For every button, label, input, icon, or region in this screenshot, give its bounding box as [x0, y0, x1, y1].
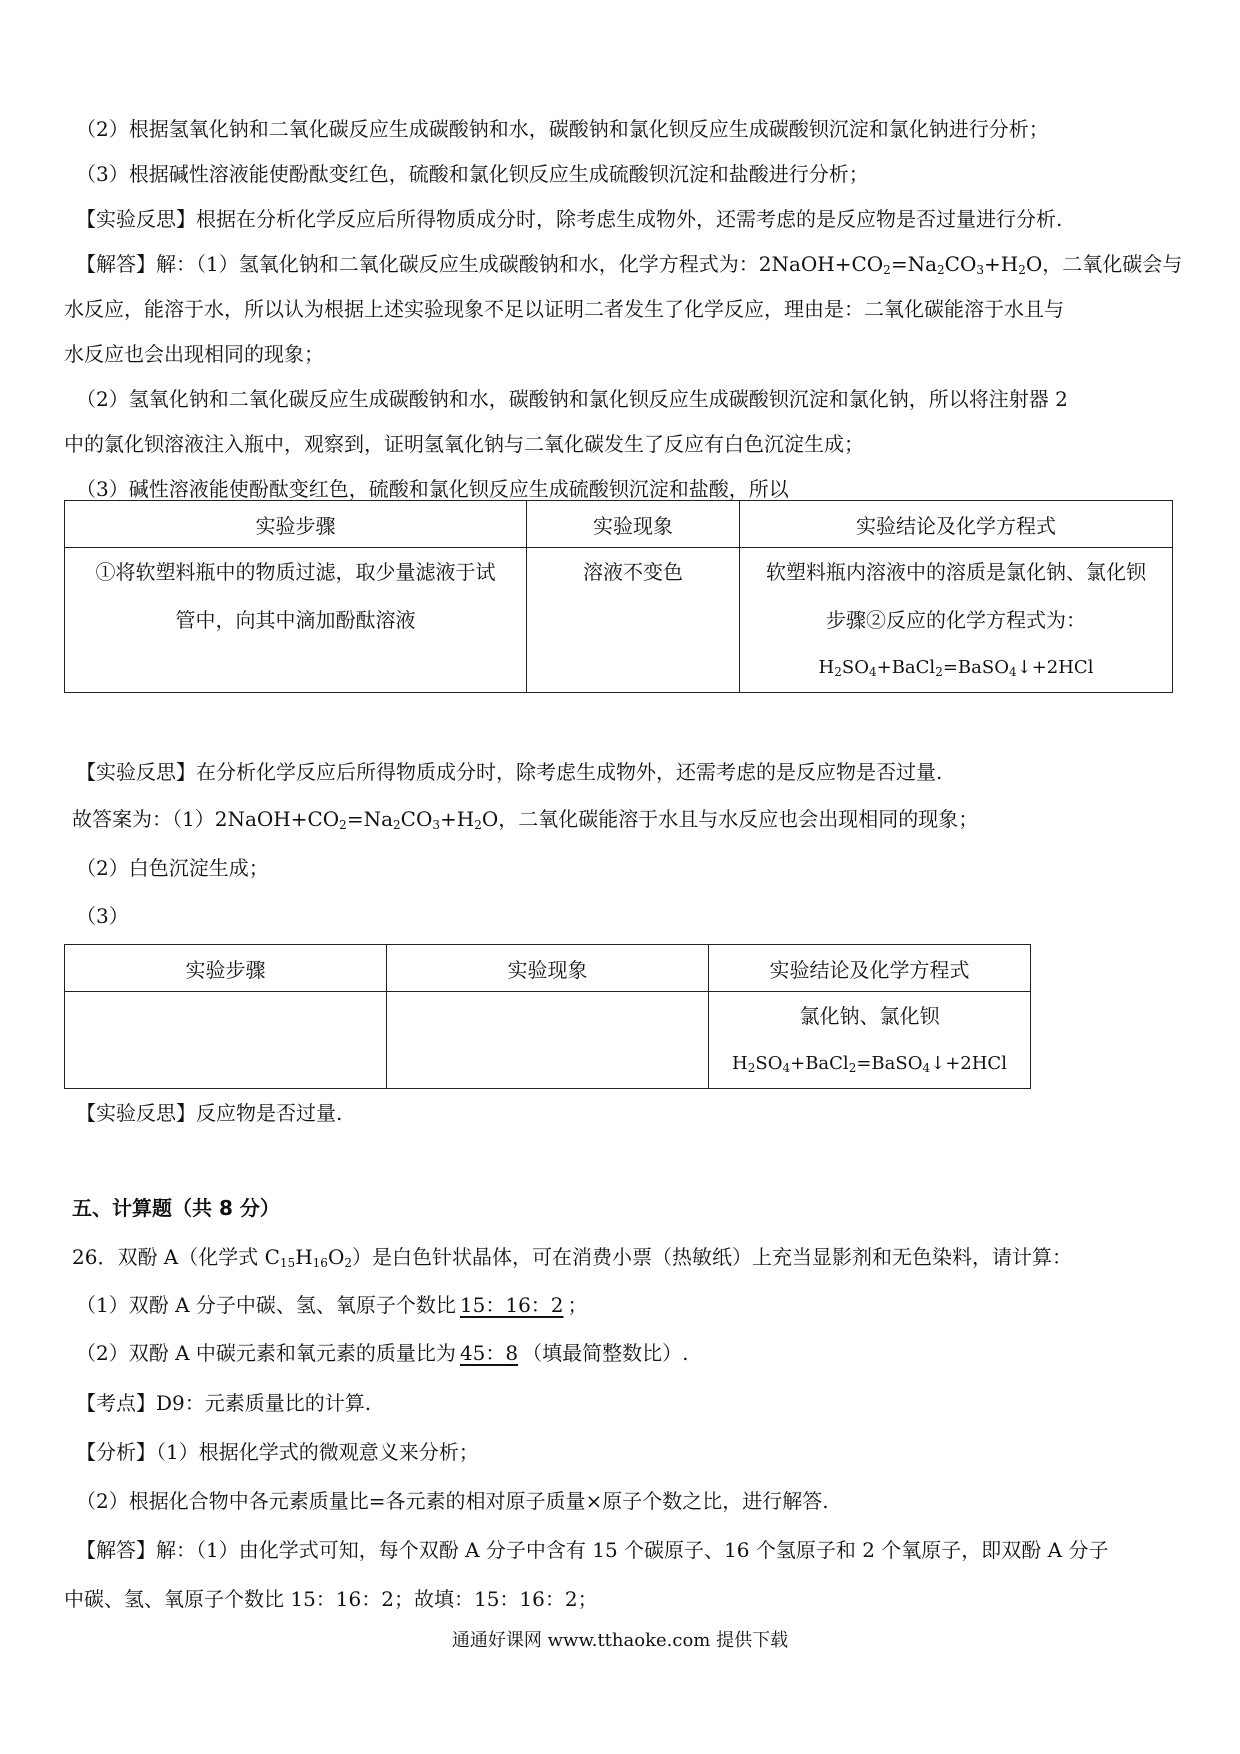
table-cell [387, 992, 709, 1089]
paragraph: 【解答】解：（1）由化学式可知，每个双酚 A 分子中含有 15 个碳原子、16 个氢原子和 2 个氧原子，即双酚 A 分子 [76, 1538, 1109, 1562]
question-26: 26．双酚 A（化学式 $C_{15}H_{16}O_2$）是白色针状晶体，可在消费小票（热敏纸）上充当显影剂和无色染料，请计算： [72, 1245, 1072, 1270]
paragraph: 【分析】（1）根据化学式的微观意义来分析； [76, 1440, 479, 1464]
table-cell: ①将软塑料瓶中的物质过滤，取少量滤液于试 管中，向其中滴加酚酞溶液 [65, 548, 527, 693]
paragraph: 水反应，能溶于水，所以认为根据上述实验现象不足以证明二者发生了化学反应，理由是：二氧化碳能溶于水且与 [64, 297, 1064, 321]
sub-question: （2）双酚 A 中碳元素和氧元素的质量比为 45：8 （填最简整数比）. [76, 1341, 689, 1365]
chemical-equation: $H_2SO_4+BaCl_2=BaSO_4↓+2HCl$ [732, 1053, 1007, 1075]
table-cell: 软塑料瓶内溶液中的溶质是氯化钠、氯化钡 步骤②反应的化学方程式为： $H_2SO_4+BaCl_2=BaSO_4↓+2HCl$ [740, 548, 1173, 693]
paragraph: （3） [76, 904, 129, 928]
paragraph: 水反应也会出现相同的现象； [64, 342, 324, 366]
table-header: 实验现象 [527, 501, 740, 548]
table-cell: 氯化钠、氯化钡 $H_2SO_4+BaCl_2=BaSO_4↓+2HCl$ [709, 992, 1031, 1089]
page-footer: 通通好课网 www.tthaoke.com 提供下载 [451, 1630, 789, 1651]
section-heading: 五、计算题（共 8 分） [72, 1196, 280, 1220]
paragraph: （2）根据氢氧化钠和二氧化碳反应生成碳酸钠和水，碳酸钠和氯化钡反应生成碳酸钡沉淀和氯化钠进行分析； [76, 117, 1049, 141]
paragraph: 【实验反思】反应物是否过量. [76, 1101, 343, 1125]
answer-table [64, 944, 1031, 1089]
table-header: 实验步骤 [65, 501, 527, 548]
paragraph: 【实验反思】根据在分析化学反应后所得物质成分时，除考虑生成物外，还需考虑的是反应物是否过量进行分析. [76, 207, 1063, 231]
experiment-table [64, 500, 1173, 693]
paragraph: （3）碱性溶液能使酚酞变红色，硫酸和氯化钡反应生成硫酸钡沉淀和盐酸，所以 [76, 477, 789, 501]
paragraph: 【考点】D9：元素质量比的计算. [76, 1391, 372, 1415]
paragraph: （2）氢氧化钠和二氧化碳反应生成碳酸钠和水，碳酸钠和氯化钡反应生成碳酸钡沉淀和氯化钠，所以将注射器 2 [76, 387, 1068, 411]
table-cell [65, 992, 387, 1089]
answer-blank: 45：8 [459, 1341, 519, 1365]
paragraph: 中碳、氢、氧原子个数比 15：16：2；故填：15：16：2； [64, 1587, 598, 1611]
chemical-equation: $H_2SO_4+BaCl_2=BaSO_4↓+2HCl$ [818, 657, 1094, 679]
table-header: 实验结论及化学方程式 [740, 501, 1173, 548]
table-header: 实验步骤 [65, 945, 387, 992]
paragraph: 【实验反思】在分析化学反应后所得物质成分时，除考虑生成物外，还需考虑的是反应物是否过量. [76, 760, 943, 784]
table-header: 实验结论及化学方程式 [709, 945, 1031, 992]
paragraph: （3）根据碱性溶液能使酚酞变红色，硫酸和氯化钡反应生成硫酸钡沉淀和盐酸进行分析； [76, 162, 869, 186]
paragraph: 中的氯化钡溶液注入瓶中，观察到，证明氢氧化钠与二氧化碳发生了反应有白色沉淀生成； [64, 432, 864, 456]
final-answer: 故答案为：$(1)2NaOH+CO_2=Na_2CO_3+H_2O$，二氧化碳能溶于水且与水反应也会出现相同的现象； [72, 807, 979, 832]
table-cell: 溶液不变色 [527, 548, 740, 693]
paragraph: （2）根据化合物中各元素质量比=各元素的相对原子质量×原子个数之比，进行解答. [76, 1489, 829, 1513]
sub-question: （1）双酚 A 分子中碳、氢、氧原子个数比 15：16：2 ； [76, 1293, 588, 1317]
table-header: 实验现象 [387, 945, 709, 992]
answer-paragraph: 【解答】解：（1）氢氧化钠和二氧化碳反应生成碳酸钠和水，化学方程式为：$2NaOH+CO_2=Na_2CO_3+H_2O$，二氧化碳会与 [76, 252, 1183, 277]
paragraph: （2）白色沉淀生成； [76, 856, 269, 880]
answer-blank: 15：16：2 [459, 1293, 564, 1317]
